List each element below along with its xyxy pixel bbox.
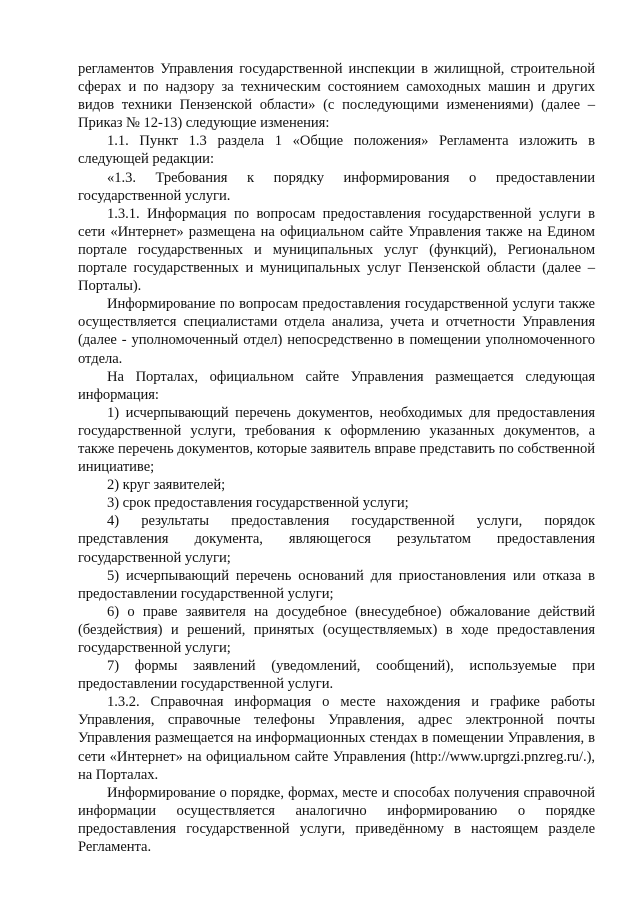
paragraph-continuation: регламентов Управления государственной инспекции в жилищной, строительной сферах и по надзору за техническим состоянием самоходных машин и других видов техники Пензенской области» (с последующими изменениями) (далее – Приказ № 12-13) следующие изменения: — [78, 61, 595, 132]
paragraph-informing: Информирование по вопросам предоставления государственной услуги также осуществляется специалистами отдела анализа, учета и отчетности Управления (далее - уполномоченный отдел) непосредственно в помещении уполномоченного отдела. — [78, 296, 595, 367]
document-page — [78, 60, 595, 856]
paragraph-portals-info: На Порталах, официальном сайте Управления размещается следующая информация: — [78, 368, 595, 403]
paragraph-1-3-1: 1.3.1. Информация по вопросам предоставления государственной услуги в сети «Интернет» размещена на официальном сайте Управления также на Едином портале государственных и муниципальных услуг (функций), Региональном портале государственных и муниципальных услуг Пензенской области (далее – Порталы). — [78, 205, 595, 295]
paragraph-reference-info: Информирование о порядке, формах, месте и способах получения справочной информации осуществляется аналогично информированию о порядке предоставления государственной услуги, приведённому в настоящем разделе Регламента. — [78, 784, 595, 856]
paragraph-section-1-3-heading: «1.3. Требования к порядку информирования о предоставлении государственной услуги. — [78, 169, 595, 204]
list-item-5: 5) исчерпывающий перечень оснований для приостановления или отказа в предоставлении государственной услуги; — [78, 567, 595, 602]
list-item-7: 7) формы заявлений (уведомлений, сообщений), используемые при предоставлении государственной услуги. — [78, 658, 595, 693]
list-item-4: 4) результаты предоставления государственной услуги, порядок представления документа, являющегося результатом предоставления государственной услуги; — [78, 513, 595, 566]
paragraph-1-3-2: 1.3.2. Справочная информация о месте нахождения и графике работы Управления, справочные телефоны Управления, адрес электронной почты Управления размещается на информационных стендах в помещении Управления, в сети «Интернет» на официальном сайте Управления (http://www.uprgzi.pnzreg.ru/.), на Порталах. — [78, 694, 595, 783]
list-item-1: 1) исчерпывающий перечень документов, необходимых для предоставления государственной услуги, требования к оформлению указанных документов, а также перечень документов, которые заявитель вправе представить по собственной инициативе; — [78, 404, 595, 476]
list-item-6: 6) о праве заявителя на досудебное (внесудебное) обжалование действий (бездействия) и решений, принятых (осуществляемых) в ходе предоставления государственной услуги; — [78, 603, 595, 656]
paragraph-item-1-1: 1.1. Пункт 1.3 раздела 1 «Общие положения» Регламента изложить в следующей редакции: — [78, 133, 595, 168]
list-item-3: 3) срок предоставления государственной услуги; — [107, 495, 409, 512]
list-item-2: 2) круг заявителей; — [107, 477, 226, 494]
